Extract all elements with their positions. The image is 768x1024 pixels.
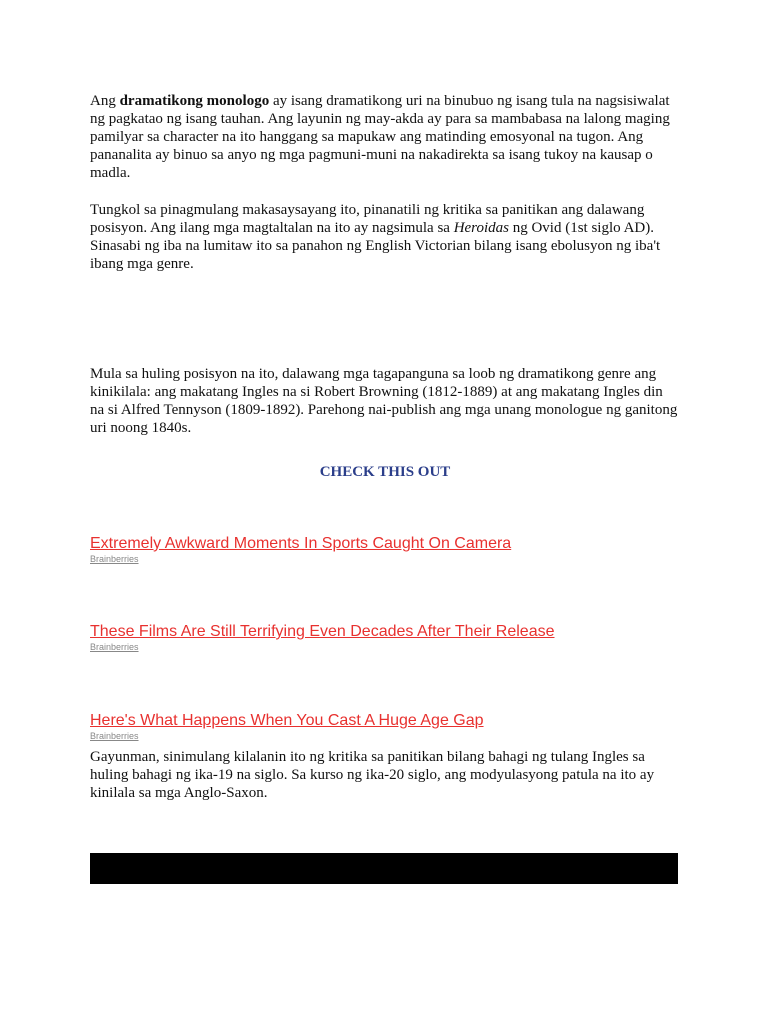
paragraph-pioneers: Mula sa huling posisyon na ito, dalawang mga tagapanguna sa loob ng dramatikong genre ang kinikilala: ang makatang Ingles na si Robert Browning (1812-1889) at ang makatang Ingles din na si Alfred Tennyson (1809-1892). Parehong nai-publish ang mga unang monologue ng ganitong uri noong 1840s. bbox=[90, 366, 678, 436]
intro-rest: ay isang dramatikong uri na binubuo ng isang tula na nagsisiwalat ng pagkatao ng isang tauhan. Ang layunin ng may-akda ay para sa mambabasa na lalong maging pamilyar sa character na ito hanggang sa mapukaw ang matinding emosyonal na tugon. Ang pananalita ay binuo sa anyo ng mga pagmuni-muni na nakadirekta sa isang tukoy na kausap o madla. bbox=[90, 93, 670, 181]
intro-prefix: Ang bbox=[90, 93, 120, 109]
promo-source-link[interactable]: Brainberries bbox=[90, 554, 139, 564]
bold-term: dramatikong monologo bbox=[119, 93, 270, 109]
promo-source-link[interactable]: Brainberries bbox=[90, 642, 139, 652]
promo-item bbox=[90, 534, 680, 565]
promo-item bbox=[90, 622, 680, 653]
italic-term: Heroidas bbox=[453, 220, 509, 236]
promo-link[interactable]: Here's What Happens When You Cast A Huge Age Gap bbox=[90, 712, 484, 729]
promo-link[interactable]: These Films Are Still Terrifying Even Decades After Their Release bbox=[90, 623, 555, 640]
origin-after-italic: ng Ovid (1st siglo AD). Sinasabi ng iba na lumitaw ito sa panahon ng English Victorian bilang isang ebolusyon ng iba't ibang mga genre. bbox=[90, 220, 661, 272]
black-banner bbox=[90, 853, 678, 884]
promo-link[interactable]: Extremely Awkward Moments In Sports Caught On Camera bbox=[90, 535, 512, 552]
promo-item bbox=[90, 711, 680, 742]
article-body bbox=[90, 90, 680, 802]
promo-source-link[interactable]: Brainberries bbox=[90, 731, 139, 741]
origin-before-italic: Tungkol sa pinagmulang makasaysayang ito, pinanatili ng kritika sa panitikan ang dalawang posisyon. Ang ilang mga magtaltalan na ito ay nagsimula sa bbox=[90, 202, 645, 236]
paragraph-origin bbox=[90, 201, 680, 273]
paragraph-intro bbox=[90, 92, 680, 182]
check-this-out-heading: CHECK THIS OUT bbox=[319, 464, 451, 480]
paragraph-recognition: Gayunman, sinimulang kilalanin ito ng kritika sa panitikan bilang bahagi ng tulang Ingles sa huling bahagi ng ika-19 na siglo. Sa kurso ng ika-20 siglo, ang modyulasyong patula na ito ay kinilala sa mga Anglo-Saxon. bbox=[90, 749, 655, 801]
